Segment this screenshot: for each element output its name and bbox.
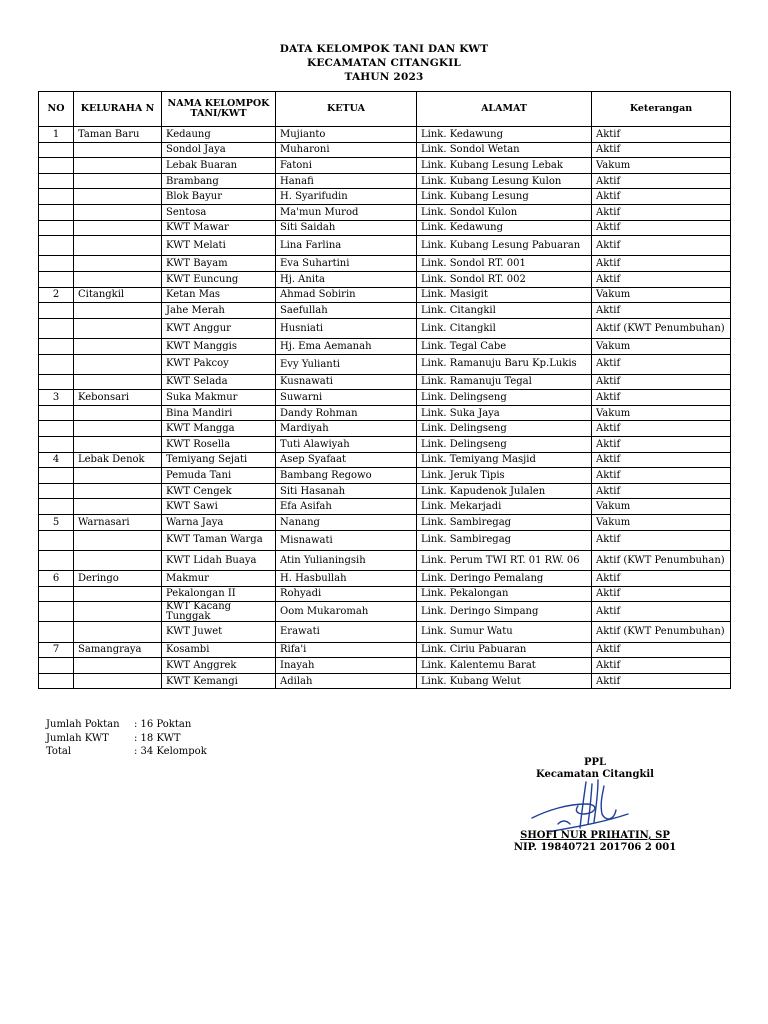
table-row [39,673,731,689]
table-row [39,499,731,515]
table-row [39,189,731,205]
column-header: KETUA [276,92,417,127]
row-number: 1 [39,127,74,143]
address-cell: Link. Perum TWI RT. 01 RW. 06 [417,550,592,570]
leader-cell: Asep Syafaat [276,452,417,468]
leader-cell: Saefullah [276,303,417,319]
address-cell: Link. Kedawung [417,127,592,143]
group-name-cell: Warna Jaya [162,515,276,531]
address-cell: Link. Kapudenok Julalen [417,483,592,499]
table-row [39,173,731,189]
kelurahan-cell [74,658,162,674]
table-row [39,256,731,272]
address-cell: Link. Kubang Lesung Lebak [417,158,592,174]
address-cell: Link. Ramanuju Baru Kp.Lukis [417,354,592,374]
address-cell: Link. Sambiregag [417,530,592,550]
table-row [39,354,731,374]
address-cell: Link. Delingseng [417,390,592,406]
kelurahan-cell [74,468,162,484]
group-name-cell: KWT Mawar [162,220,276,236]
group-name-cell: KWT Rosella [162,437,276,453]
status-cell: Vakum [592,287,731,303]
group-name-cell: KWT Kemangi [162,673,276,689]
summary-row [46,745,207,759]
kelurahan-cell [74,189,162,205]
summary-label: Total [46,746,72,757]
group-name-cell: KWT Manggis [162,338,276,354]
kelurahan-cell [74,550,162,570]
leader-cell: Suwarni [276,390,417,406]
leader-cell: Bambang Regowo [276,468,417,484]
row-number [39,468,74,484]
summary-label: Jumlah KWT [46,732,109,744]
address-cell: Link. Sondol Wetan [417,142,592,158]
status-cell: Vakum [592,338,731,354]
kelurahan-cell [74,437,162,453]
kelurahan-cell [74,405,162,421]
leader-cell: Oom Mukaromah [276,602,417,622]
group-name-cell: KWT Anggur [162,318,276,338]
status-cell: Aktif (KWT Penumbuhan) [592,550,731,570]
group-name-cell: Pekalongan II [162,586,276,602]
table-body [39,127,731,689]
signature-stroke [594,780,598,822]
table-row [39,452,731,468]
status-cell: Aktif [592,483,731,499]
status-cell: Aktif [592,220,731,236]
status-cell: Aktif (KWT Penumbuhan) [592,318,731,338]
leader-cell: Mujianto [276,127,417,143]
group-name-cell: KWT Mangga [162,421,276,437]
row-number [39,483,74,499]
kelurahan-cell [74,303,162,319]
address-cell: Link. Masigit [417,287,592,303]
leader-cell: Efa Asifah [276,499,417,515]
address-cell: Link. Suka Jaya [417,405,592,421]
leader-cell: Misnawati [276,530,417,550]
table-row [39,483,731,499]
table-row [39,530,731,550]
row-number [39,338,74,354]
status-cell: Aktif [592,127,731,143]
row-number [39,658,74,674]
status-cell: Aktif [592,256,731,272]
row-number [39,437,74,453]
row-number: 5 [39,515,74,531]
kelurahan-cell [74,483,162,499]
group-name-cell: KWT Lidah Buaya [162,550,276,570]
status-cell: Aktif [592,142,731,158]
kelurahan-cell [74,338,162,354]
status-cell: Aktif [592,602,731,622]
group-name-cell: KWT Cengek [162,483,276,499]
kelurahan-cell [74,271,162,287]
leader-cell: Tuti Alawiyah [276,437,417,453]
status-cell: Vakum [592,158,731,174]
signature-stroke [558,821,570,824]
row-number: 2 [39,287,74,303]
signer-office: Kecamatan Citangkil [536,769,654,780]
address-cell: Link. Temiyang Masjid [417,452,592,468]
leader-cell: Siti Saidah [276,220,417,236]
kelurahan-cell [74,622,162,642]
status-cell: Aktif (KWT Penumbuhan) [592,622,731,642]
table-row [39,437,731,453]
table-row [39,220,731,236]
address-cell: Link. Sondol RT. 001 [417,256,592,272]
row-number: 3 [39,390,74,406]
row-number: 7 [39,642,74,658]
row-number [39,405,74,421]
table-row [39,204,731,220]
kelurahan-cell [74,256,162,272]
group-name-cell: KWT Sawi [162,499,276,515]
row-number [39,550,74,570]
address-cell: Link. Delingseng [417,421,592,437]
column-header: KELURAHA N [74,92,162,127]
summary-value: : 34 Kelompok [134,746,207,757]
row-number: 6 [39,571,74,587]
address-cell: Link. Sumur Watu [417,622,592,642]
leader-cell: Kusnawati [276,374,417,390]
row-number [39,530,74,550]
row-number [39,586,74,602]
status-cell: Aktif [592,421,731,437]
row-number [39,256,74,272]
row-number [39,421,74,437]
group-name-cell: KWT Pakcoy [162,354,276,374]
leader-cell: Erawati [276,622,417,642]
status-cell: Aktif [592,452,731,468]
row-number [39,189,74,205]
leader-cell: Fatoni [276,158,417,174]
leader-cell: Mardiyah [276,421,417,437]
leader-cell: H. Syarifudin [276,189,417,205]
leader-cell: Husniati [276,318,417,338]
row-number [39,303,74,319]
signature-stroke [580,782,586,828]
group-name-cell: Ketan Mas [162,287,276,303]
status-cell: Aktif [592,437,731,453]
row-number: 4 [39,452,74,468]
status-cell: Aktif [592,204,731,220]
title-line-3: TAHUN 2023 [344,71,424,83]
status-cell: Aktif [592,673,731,689]
status-cell: Aktif [592,658,731,674]
column-header: NAMA KELOMPOK TANI/KWT [162,92,276,127]
group-name-cell: KWT Selada [162,374,276,390]
kelurahan-cell: Taman Baru [74,127,162,143]
table-row [39,405,731,421]
title-line-2: KECAMATAN CITANGKIL [307,57,461,69]
group-name-cell: KWT Taman Warga [162,530,276,550]
kelurahan-cell [74,220,162,236]
kelurahan-cell [74,530,162,550]
kelurahan-cell: Deringo [74,571,162,587]
signer-name: SHOFI NUR PRIHATIN, SP [520,830,670,841]
kelurahan-cell [74,354,162,374]
address-cell: Link. Mekarjadi [417,499,592,515]
summary-row [46,732,207,746]
address-cell: Link. Kubang Lesung Pabuaran [417,236,592,256]
address-cell: Link. Delingseng [417,437,592,453]
leader-cell: Hanafi [276,173,417,189]
address-cell: Link. Deringo Simpang [417,602,592,622]
table-row [39,421,731,437]
table-row [39,515,731,531]
kelurahan-cell [74,421,162,437]
kelurahan-cell [74,318,162,338]
document-title [0,42,768,84]
leader-cell: Lina Farlina [276,236,417,256]
address-cell: Link. Kubang Lesung [417,189,592,205]
address-cell: Link. Citangkil [417,318,592,338]
leader-cell: H. Hasbullah [276,571,417,587]
address-cell: Link. Pekalongan [417,586,592,602]
kelurahan-cell: Lebak Denok [74,452,162,468]
group-name-cell: Suka Makmur [162,390,276,406]
table-row [39,236,731,256]
summary-row [46,718,207,732]
status-cell: Aktif [592,530,731,550]
status-cell: Aktif [592,642,731,658]
row-number [39,236,74,256]
signature-stroke [601,786,616,819]
address-cell: Link. Ciriu Pabuaran [417,642,592,658]
address-cell: Link. Kubang Welut [417,673,592,689]
signer-nip: NIP. 19840721 201706 2 001 [513,842,677,853]
kelurahan-cell [74,173,162,189]
leader-cell: Ahmad Sobirin [276,287,417,303]
group-name-cell: KWT Melati [162,236,276,256]
table-row [39,142,731,158]
group-name-cell: Bina Mandiri [162,405,276,421]
table-row [39,642,731,658]
kelurahan-cell [74,673,162,689]
address-cell: Link. Deringo Pemalang [417,571,592,587]
table-header-row [39,92,731,127]
summary-label: Jumlah Poktan [46,719,120,730]
status-cell: Aktif [592,468,731,484]
table-row [39,390,731,406]
group-name-cell: Makmur [162,571,276,587]
table-row [39,158,731,174]
leader-cell: Hj. Anita [276,271,417,287]
table-row [39,271,731,287]
status-cell: Aktif [592,271,731,287]
leader-cell: Atin Yulianingsih [276,550,417,570]
kelurahan-cell: Warnasari [74,515,162,531]
column-header: ALAMAT [417,92,592,127]
status-cell: Aktif [592,173,731,189]
table-row [39,602,731,622]
leader-cell: Eva Suhartini [276,256,417,272]
table-row [39,622,731,642]
row-number [39,673,74,689]
kelurahan-cell: Samangraya [74,642,162,658]
address-cell: Link. Citangkil [417,303,592,319]
kelurahan-cell [74,204,162,220]
group-name-cell: Pemuda Tani [162,468,276,484]
kelurahan-cell: Kebonsari [74,390,162,406]
table-row [39,318,731,338]
kelurahan-cell [74,499,162,515]
signature-stroke [532,804,595,818]
table-row [39,338,731,354]
group-name-cell: Sondol Jaya [162,142,276,158]
leader-cell: Rifa'i [276,642,417,658]
summary-value: : 16 Poktan [134,719,192,730]
group-name-cell: Blok Bayur [162,189,276,205]
group-name-cell: Sentosa [162,204,276,220]
row-number [39,622,74,642]
status-cell: Aktif [592,189,731,205]
address-cell: Link. Jeruk Tipis [417,468,592,484]
kelurahan-cell: Citangkil [74,287,162,303]
kelurahan-cell [74,236,162,256]
group-name-cell: Temiyang Sejati [162,452,276,468]
row-number [39,204,74,220]
row-number [39,158,74,174]
kelurahan-cell [74,602,162,622]
status-cell: Aktif [592,303,731,319]
row-number [39,271,74,287]
row-number [39,142,74,158]
leader-cell: Nanang [276,515,417,531]
status-cell: Vakum [592,515,731,531]
kelurahan-cell [74,142,162,158]
signer-block [505,830,685,854]
group-name-cell: Brambang [162,173,276,189]
title-line-1: DATA KELOMPOK TANI DAN KWT [279,43,489,55]
group-data-table [38,91,731,689]
status-cell: Aktif [592,374,731,390]
address-cell: Link. Sondol RT. 002 [417,271,592,287]
row-number [39,318,74,338]
row-number [39,220,74,236]
group-name-cell: Lebak Buaran [162,158,276,174]
address-cell: Link. Kalentemu Barat [417,658,592,674]
column-header: Keterangan [592,92,731,127]
signer-role: PPL [583,757,607,768]
address-cell: Link. Tegal Cabe [417,338,592,354]
group-name-cell: KWT Juwet [162,622,276,642]
group-name-cell: KWT Bayam [162,256,276,272]
leader-cell: Rohyadi [276,586,417,602]
group-name-cell: KWT Anggrek [162,658,276,674]
table-row [39,287,731,303]
address-cell: Link. Sambiregag [417,515,592,531]
table-row [39,571,731,587]
group-name-cell: Kedaung [162,127,276,143]
status-cell: Vakum [592,499,731,515]
row-number [39,499,74,515]
row-number [39,354,74,374]
kelurahan-cell [74,158,162,174]
kelurahan-cell [74,586,162,602]
address-cell: Link. Ramanuju Tegal [417,374,592,390]
status-cell: Aktif [592,236,731,256]
table-row [39,374,731,390]
address-cell: Link. Sondol Kulon [417,204,592,220]
table-row [39,658,731,674]
leader-cell: Muharoni [276,142,417,158]
leader-cell: Siti Hasanah [276,483,417,499]
leader-cell: Hj. Ema Aemanah [276,338,417,354]
leader-cell: Dandy Rohman [276,405,417,421]
status-cell: Aktif [592,390,731,406]
group-name-cell: Jahe Merah [162,303,276,319]
status-cell: Aktif [592,571,731,587]
status-cell: Aktif [592,354,731,374]
summary-block [46,718,207,759]
table-row [39,550,731,570]
status-cell: Aktif [592,586,731,602]
handwritten-signature [528,774,648,836]
column-header: NO [39,92,74,127]
row-number [39,173,74,189]
table-row [39,127,731,143]
summary-value: : 18 KWT [134,732,181,744]
table-row [39,468,731,484]
table-row [39,303,731,319]
leader-cell: Inayah [276,658,417,674]
row-number [39,602,74,622]
group-name-cell: KWT Euncung [162,271,276,287]
address-cell: Link. Kedawung [417,220,592,236]
group-name-cell: Kosambi [162,642,276,658]
address-cell: Link. Kubang Lesung Kulon [417,173,592,189]
status-cell: Vakum [592,405,731,421]
kelurahan-cell [74,374,162,390]
leader-cell: Adilah [276,673,417,689]
leader-cell: Evy Yulianti [276,354,417,374]
group-name-cell: KWT Kacang Tunggak [162,602,276,622]
table-row [39,586,731,602]
leader-cell: Ma'mun Murod [276,204,417,220]
row-number [39,374,74,390]
